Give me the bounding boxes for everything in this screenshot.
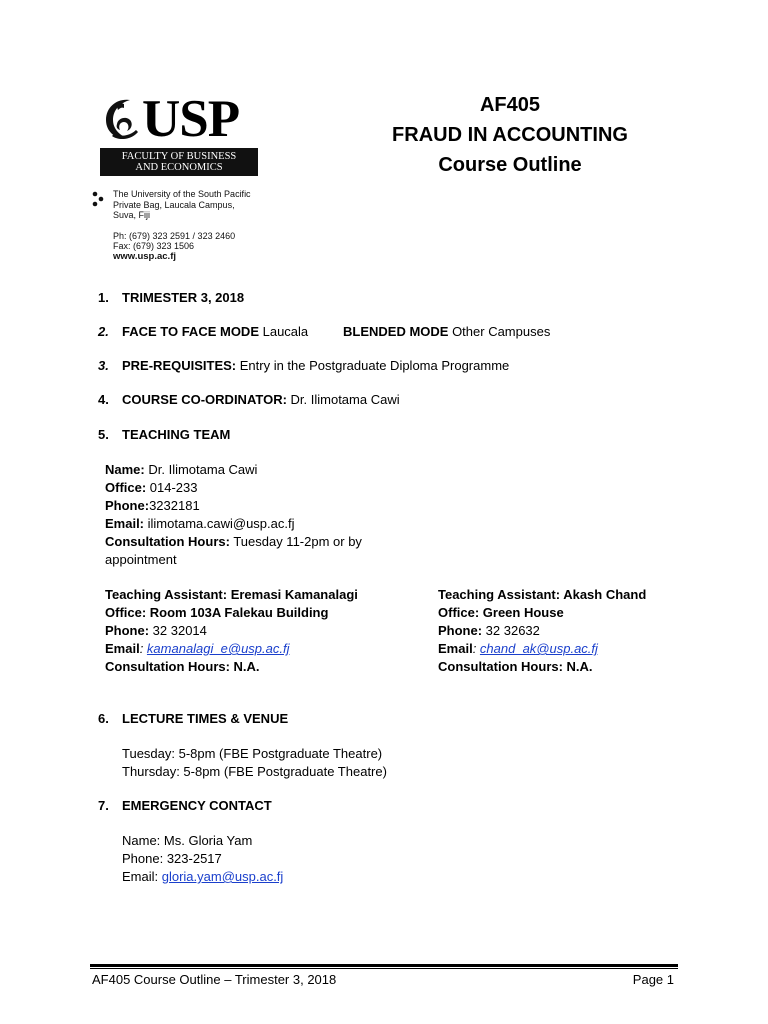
course-name: FRAUD IN ACCOUNTING	[392, 124, 628, 146]
address-fax: Fax: (679) 323 1506	[113, 241, 195, 251]
ta2-email-link[interactable]: chand_ak@usp.ac.fj	[479, 641, 598, 656]
section-number: 2.	[98, 324, 109, 339]
section-number: 3.	[98, 358, 109, 373]
email-label: Email:	[105, 516, 145, 531]
phone-label: Phone:	[105, 498, 150, 513]
address-line-1: The University of the South Pacific	[113, 189, 251, 199]
footer-page-number: Page 1	[632, 972, 674, 987]
section-number: 5.	[98, 427, 109, 442]
section-number: 7.	[98, 798, 109, 813]
ta2-title: Teaching Assistant: Akash Chand	[438, 587, 647, 602]
section-teaching-team	[98, 426, 230, 444]
office-value: 014-233	[146, 480, 198, 495]
section-mode	[98, 323, 658, 341]
address-website: www.usp.ac.fj	[113, 250, 176, 262]
usp-logo	[100, 90, 270, 176]
ta1-email-link[interactable]: kamanalagi_e@usp.ac.fj	[146, 641, 290, 656]
section-heading: TRIMESTER 3, 2018	[122, 290, 245, 305]
hours-value: Tuesday 11-2pm or by	[229, 534, 362, 549]
emergency-contact-details	[122, 832, 283, 886]
section-heading: TEACHING TEAM	[122, 427, 231, 442]
document-title	[320, 90, 700, 180]
ta2-phone-label: Phone:	[438, 623, 483, 638]
ta2-office: Office: Green House	[438, 605, 564, 620]
ta2-phone: 32 32632	[482, 623, 540, 638]
coordinator-value: Dr. Ilimotama Cawi	[286, 392, 400, 407]
section-heading: COURSE CO-ORDINATOR:	[122, 392, 287, 407]
ta1-email-sep: :	[139, 641, 147, 656]
section-number: 6.	[98, 711, 109, 726]
ta2-email-sep: :	[472, 641, 480, 656]
faculty-line-1: FACULTY OF BUSINESS	[121, 151, 237, 162]
university-address	[92, 189, 282, 262]
lecture-time-item: Tuesday: 5-8pm (FBE Postgraduate Theatre)	[122, 746, 383, 761]
section-trimester	[98, 289, 244, 307]
hours-label: Consultation Hours:	[105, 534, 230, 549]
address-line-3: Suva, Fiji	[113, 210, 151, 220]
ta2-hours: Consultation Hours: N.A.	[438, 659, 593, 674]
section-emergency-contact	[98, 797, 272, 815]
section-heading: LECTURE TIMES & VENUE	[122, 711, 289, 726]
blended-mode-value: Other Campuses	[448, 324, 551, 339]
hours-continued: appointment	[105, 552, 177, 567]
ta1-phone: 32 32014	[149, 623, 207, 638]
section-lecture-times	[98, 710, 288, 728]
coordinator-details	[105, 461, 362, 569]
ta1-office: Office: Room 103A Falekau Building	[105, 605, 329, 620]
teaching-assistant-1	[105, 586, 358, 676]
lecture-time-item: Thursday: 5-8pm (FBE Postgraduate Theatre)	[122, 764, 387, 779]
ta1-hours: Consultation Hours: N.A.	[105, 659, 260, 674]
footer-rule-thick	[90, 964, 678, 967]
office-label: Office:	[105, 480, 147, 495]
footer-rule-thin	[90, 968, 678, 969]
section-heading: PRE-REQUISITES:	[122, 358, 237, 373]
name-value: Dr. Ilimotama Cawi	[144, 462, 258, 477]
name-label: Name:	[105, 462, 145, 477]
footer-course-label: AF405 Course Outline – Trimester 3, 2018	[92, 972, 337, 987]
email-value: ilimotama.cawi@usp.ac.fj	[144, 516, 295, 531]
emergency-email-label: Email:	[122, 869, 162, 884]
ta1-title: Teaching Assistant: Eremasi Kamanalagi	[105, 587, 358, 602]
section-number: 1.	[98, 290, 109, 305]
emergency-name: Name: Ms. Gloria Yam	[122, 833, 253, 848]
mode-value: Laucala	[259, 324, 309, 339]
teaching-assistant-2	[438, 586, 646, 676]
document-type: Course Outline	[438, 154, 582, 176]
course-code: AF405	[479, 94, 541, 116]
faculty-line-2: AND ECONOMICS	[135, 162, 223, 173]
section-prerequisites	[98, 357, 509, 375]
section-coordinator	[98, 391, 400, 409]
section-number: 4.	[98, 392, 109, 407]
faculty-banner	[100, 148, 258, 176]
section-heading: EMERGENCY CONTACT	[122, 798, 272, 813]
blended-mode-label: BLENDED MODE	[343, 324, 449, 339]
section-heading: FACE TO FACE MODE	[122, 324, 259, 339]
ta1-phone-label: Phone:	[105, 623, 150, 638]
emergency-phone: Phone: 323-2517	[122, 851, 222, 866]
phone-value: 3232181	[149, 498, 200, 513]
prerequisites-value: Entry in the Postgraduate Diploma Programme	[236, 358, 510, 373]
logo-text: USP	[142, 90, 240, 148]
lecture-times-list	[122, 745, 387, 781]
emergency-email-link[interactable]: gloria.yam@usp.ac.fj	[161, 869, 284, 884]
address-line-2: Private Bag, Laucala Campus,	[113, 199, 235, 210]
ta1-email-label: Email	[105, 641, 140, 656]
usp-emblem-icon	[100, 96, 142, 142]
address-phone: Ph: (679) 323 2591 / 323 2460	[113, 230, 236, 241]
ta2-email-label: Email	[438, 641, 473, 656]
